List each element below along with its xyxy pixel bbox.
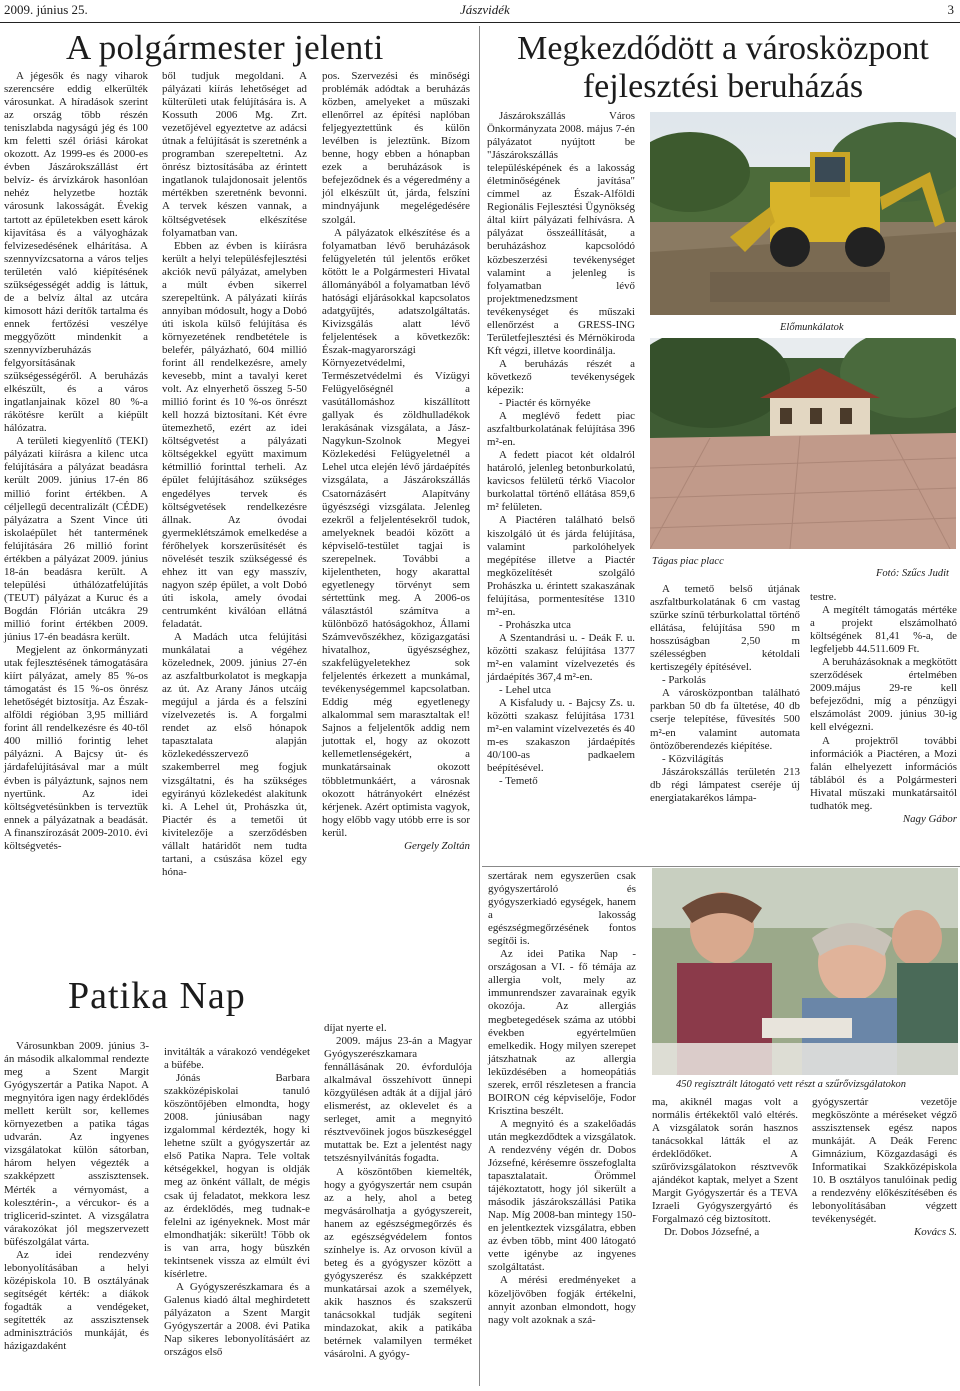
author-signature: Nagy Gábor: [902, 812, 957, 825]
paragraph: A projektről további információk a Piactéren, a Mozi falán elhelyezett információs táblából és a Polgármesteri Hivatal műszaki munkatársaitól tudhatók meg.: [810, 734, 957, 812]
page-header: [0, 0, 960, 23]
paragraph: A megnyitó és a szakelőadás után megkezdődtek a vizsgálatok. A rendezvény végén dr. Dobos Józsefné, kérésemre összefoglalta tapasztalatait. Örömmel tájékoztatott, hogy jól sikerült a második jászárokszállási Patika Nap. Míg 2008-ban mintegy 150-en jelentkeztek vizsgálatra, ebben az évben több, mint 400 látogató vette igénybe az ingyenes szolgáltatást.: [488, 1117, 636, 1274]
paragraph: invitálták a várakozó vendégeket a büfébe.: [164, 1046, 310, 1072]
page-number: 3: [947, 2, 954, 17]
mayor-column-3: [322, 70, 470, 853]
paragraph: A Madách utca felújítási munkálatai a végéhez közelednek, 2009. június 27-én az aszfaltburkolatot is megkapja az út. Az Arany János utcáig megújul a járda és a felszíni vízelvezetés is. A forgalmi rendet az első hónapok tapasztalata alapján közlekedésszervező szakemberrel meg fogjuk vizsgáltatni, és ha szükséges egyirányú közlekedést alakítunk ki. A Lehel út, Prohászka út, Piactér és a temetői út kivitelezője a szerződésben vállalt határidőt nem tudta tartani, a csúszása közel egy hóna-: [162, 631, 307, 878]
paragraph: A beruházás részét a következő tevékenységek képezik:: [487, 357, 635, 396]
newspaper-name: Jászvidék: [460, 2, 510, 17]
paragraph: Városunkban 2009. június 3-án második alkalommal rendezte meg a Szent Margit Gyógyszertár a Patika Napot. A megnyitóra igen nagy érdeklődés mellett került sor, kellemes környezetben a patika tágas udvarán. Az ingyenes vizsgálatokat külön sátorban, három helyen végezték a szakképzett asszisztensek. Mérték a vérnyomást, a kolesztérin-, a vércukor- és a triglicerid-szintet. A vizsgálatra várakozókat jól megszervezett büfészolgálat várta.: [4, 1040, 149, 1248]
list-item: - Piactér és környéke: [499, 397, 591, 410]
paragraph: gyógyszertár vezetője megköszönte a méréseket végző asszisztensek egész napos munkáját. A Deák Ferenc Gimnázium, Közgazdasági és Informatikai Szakközépiskola 10. B osztályos tanulóinak pedig a rendezvény előkészítésében és lebonyolításában végzett tevékenységét.: [812, 1096, 957, 1226]
list-item: - Közvilágítás: [662, 752, 724, 765]
pharmacy-column-1: [4, 1040, 149, 1353]
paragraph: ből tudjuk megoldani. A pályázati kiírás lehetőséget ad külterületi utak felújítására is. A Kossuth 2006 Mg. Zrt. vezetőjével egyeztetve az adácsi útnak a felújítását is szeretnénk a programban szerepeltetni. Az önrész biztosításába az érintett ingatlanok tulajdonosait jelentős mértékben szeretnénk bevonni. A tervek készen vannak, a költségvetések elkészítése folyamatban van.: [162, 70, 307, 239]
mayor-column-1: [4, 70, 148, 853]
paragraph: A jégesők és nagy viharok szerencsére eddig elkerülték városunkat. A híradások szerint az ország több részén teniszlabda nagyságú jég és 100 km feletti szél óriási károkat okozott. Az 1999-es és 2000-es évben Jászárokszállást ért belvíz- és árvízkárok hasonlóan nehéz helyzetbe hozták városunk lakosságát. Évekig tartott az épületekben esett károk kijavítása és a vályogházak felvizesedésének elhárítása. A szennyvízcsatorna a város teljes területén való kiépítésének szükségességét addig is láttuk, de a belvíz által az utcára kimosott házi derítők tartalma és ennek fertőzési veszélye meggyőzött mindenkit a szennyvízberuházás felgyorsításának szükségességéről. A beruházás elkészült, és a város ingatlanjainak közel 80 %-a rákötésre került a kiépült hálózatra.: [4, 70, 148, 435]
paragraph: A Gyógyszerészkamara és a Galenus kiadó által meghirdetett pályázaton a Szent Margit Gyógyszertár a 2008. évi Patika Nap sikeres lebonyolításáért az országos első: [164, 1280, 310, 1359]
photo-credit: Fotó: Szűcs Judit: [876, 568, 949, 579]
article-divider: [482, 866, 960, 867]
market-square-photo: [650, 338, 956, 549]
paragraph: A területi kiegyenlítő (TEKI) pályázati kiírásra a kilenc utca felújítására a pályázat beadásra került 2009. június 17-én 86 millió forint értékben. A céljellegű decentralizált (CÉDE) pályázatra a Szent Vince úti iskolaépület hét tantermének felújítására 26 millió forint értékben a pályázat 2009. június 18-án beadásra került. A települési úthálózatfelújítás (TEUT) pályázat a Kuruc és a Bogdán Flórián utcákra 29 millió forint értékben 2009. június 17-én beadásra került.: [4, 435, 148, 644]
paragraph: A Szentandrási u. - Deák F. u. közötti szakasz felújítása 1377 m²-en valamint vízelvezetés és járdaépítés 367,4 m²-en.: [487, 631, 635, 684]
paragraph: A fedett piacot két oldalról határoló, jelenleg betonburkolatú, kavicsos felületű térkő Viacolor burkolattal történő ellátása 859,6 m² felületen.: [487, 449, 635, 514]
paragraph: A megítélt támogatás mértéke a projekt elszámolható költségének 81,41 %-a, de legfeljebb 44.511.609 Ft.: [810, 604, 957, 656]
author-signature: Kovács S.: [914, 1226, 957, 1239]
photo-caption-pharmacy: 450 regisztrált látogató vett részt a szűrővizsgálatokon: [676, 1079, 907, 1090]
photo-caption-construction: Előmunkálatok: [780, 322, 844, 333]
downtown-column-1: [487, 110, 635, 788]
paragraph: Dr. Dobos Józsefné, a: [664, 1226, 760, 1239]
paragraph: Jászárokszállás területén 213 db régi lámpatest cseréje új energiatakarékos lámpa-: [650, 765, 800, 804]
downtown-column-3: [810, 591, 957, 826]
paragraph: A köszöntőben kiemelték, hogy a gyógyszertár nem csupán az a hely, ahol a beteg megvásárolhatja a gyógyszereit, hanem az egészségmegőrzés és az egészségvédelem fontos színhelye is. Az orvoson kívül a beteg és a gyógyszer között a gyógyszerész és szakképzett munkatársai azok a személyek, akik hasznos és szakszerű tanácsokkal tudják segíteni mindazokat, akik a patikába betérnek valamilyen terméket vásárolni. A gyógy-: [324, 1165, 472, 1361]
list-item: - Prohászka utca: [499, 618, 571, 631]
issue-date: 2009. június 25.: [4, 2, 88, 17]
paragraph: A mérési eredményeket a közeljövőben fogják értékelni, annyit azonban elmondott, hogy nagy volt azoknak a szá-: [488, 1274, 636, 1326]
paragraph: Jászárokszállás Város Önkormányzata 2008. május 7-én pályázatot nyújtott be "Jászárokszállás településképének és a lakosság életminőségének javítása" címmel az Észak-Alföldi Regionális Fejlesztési Ügynökség által kiírt pályázati felhívásra. A pályázat összeállítását, a beruházáshoz kapcsolódó közbeszerzési tevékenységet valamint a jelenleg is folyamatban lévő projektmenedzsment tevékenységet és műszaki ellenőrzést a GRESS-ING Területfejlesztési és Mérnökiroda Kft végzi, illetve koordinálja.: [487, 110, 635, 357]
pharmacy-column-5: [652, 1096, 798, 1240]
paragraph: testre.: [810, 591, 837, 603]
paragraph: ma, akiknél magas volt a normális értékektől való eltérés. A vizsgálatok során hasznos tanácsokkal látták el az érdeklődőket. A szűrővizsgálatokon résztvevők ajándékot kaptak, melyet a Szent Margit Gyógyszertár és a TEVA Izraeli Gyógyszergyártó és Forgalmazó cég biztosított.: [652, 1096, 798, 1226]
paragraph: Ebben az évben is kiírásra került a helyi településfejlesztési akciók nevű pályázat, amelyben a múlt évben sikerrel szerepeltünk. A pályázati kiírás annyiban módosult, hogy a Dobó úti iskola külső felújítása és környezetének rendbetétele is belefér, pályázható, 604 millió forint áll rendelkezésre, amely kevesebb, mint a tavalyi keret volt. Az elnyerhető összeg 5-50 millió forint és 10 %-os önrészt kell hozzá biztosítani. Két évre ütemezhető, ezért az idei költségvetést a pályázati költségekkel együtt maximum kétmillió forinttal terheli. Az épület felújításához szükséges engedélyes tervek és költségvetések rendelkezésre állnak. Az óvodai gyermeklétszámok emelkedése a férőhelyek korszerűsítését és növelését teszik szükségessé és ehhez itt van egy masszív, nagyon szép épület, a volt Dobó úti iskola, amely óvodai centrumként kiválóan ellátná feladatát.: [162, 239, 307, 630]
paragraph: pos. Szervezési és minőségi problémák adódtak a beruházás közben, amelyeket a műszaki ellenőrrel az építési naplóban feljegyeztettünk és külön levélben is jeleztünk. Bízom benne, hogy ebben a hónapban ezek a beruházások is befejeződnek és a végeredmény a jól elkészült út, járda, felszíni mindnyájunk megelégedésére szolgál.: [322, 70, 470, 226]
paragraph: A temető belső útjának aszfaltburkolatának 6 cm vastag szürke színű térburkolattal történő ellátása, felújítása 590 m hosszúságban 2,50 m szélességben kétoldali kertiszegély építésével.: [650, 583, 800, 674]
paragraph: - Parkolás: [662, 674, 706, 687]
paragraph: A meglévő fedett piac aszfaltburkolatának felújítása 396 m²-en.: [487, 410, 635, 449]
paragraph: díjat nyerte el.: [324, 1022, 387, 1034]
paragraph: 2009. május 23-án a Magyar Gyógyszerészkamara fennállásának 20. évfordulója alkalmával összehívott ünnepi közgyűlésen adták át a díjjal járó elismerést, az oklevelet és a serleget, amit a megnyitó résztvevőinek jogos büszkeséggel mutattak be. Ezt a jelentést nagy tetszésnyilvánítás fogadta.: [324, 1035, 472, 1165]
paragraph: Az idei Patika Nap - országosan a VI. - fő témája az allergia volt, mely az immunrendszer zavarainak egyik okozója. Az allergiás megbetegedések száma az utóbbi években egyértelműen emelkedik. Hogy milyen szerepet játszhatnak az allergia leküzdésében a homeopátiás szerek, erről részletesen a francia BOIRON cég képviselője, Fodor Krisztina beszélt.: [488, 948, 636, 1117]
article-title-pharmacy-day: Patika Nap: [68, 975, 246, 1017]
paragraph: A Piactéren található belső kiszolgáló út és járda felújítása, valamint parkolóhelyek megépítése illetve a Piactér megközelítését szolgáló Prohászka u. érintett szakaszának felújítása, pormentesítése 1310 m²-en.: [487, 514, 635, 618]
list-item: - Lehel utca: [499, 684, 552, 697]
pharmacy-column-3: [324, 1022, 472, 1361]
article-title-downtown: Megkezdődött a városközpont fejlesztési beruházás: [517, 30, 929, 105]
paragraph: Jónás Barbara szakközépiskolai tanuló köszöntőjében elmondta, hogy 2008. júniusában nagy izgalommal kérdezték, hogy ki lehetne szült a gyógyszertár az első Patika Napra. Tele voltak kétségekkel, hogyan is oldják meg az önként vállalt, de mégis csak új feladatot, mekkora lesz az érdeklődés, meg tudnak-e felelni az igényeknek. Most már elmondhatják: sikerült! Több ok is van arra, hogy büszkén tekintsenek vissza az elmúlt évi kísérletre.: [164, 1072, 310, 1280]
paragraph: A városközpontban található parkban 50 db fa ültetése, 40 db cserje telepítése, fűvesítés 500 m²-en valamint automata öntözőberendezés kiépítése.: [650, 687, 800, 752]
construction-photo: [650, 112, 956, 315]
list-item: - Temető: [499, 775, 538, 788]
pharmacy-column-2: [164, 1046, 310, 1359]
paragraph: A pályázatok elkészítése és a folyamatban lévő beruházások felügyeletén túl jelentős erőket kötött le a Polgármesteri Hivatal állományából a folyamatban lévő hatósági eljárásokkal kapcsolatos adatgyűjtés, adatszolgáltatás. Kivizsgálás alatt lévő feljelentések a következők: Észak-magyarországi Környezetvédelmi, Természetvédelmi és Vízügyi Felügyelőségnél a vasútállomáshoz kiszállított gallyak és zöldhulladékok lerakásának vizsgálata, a Jász-Nagykun-Szolnok Megyei Közlekedési Felügyeletnél a Lehel utca elején lévő járdaépítés vizsgálata, a Jászárokszállás Csatornázásért Alapítvány ügyészségi vizsgálata. Jelenleg ezekről a feljelentésekről tudok, amelyeknek beadói között a képviselő-testület tagjai is szerepelnek. További a kijelentheten, hogy akarattal egyetlenegy törvényt sem sértettünk meg. A 2006-os választástól számítva a különböző hatóságokhoz, Állami Számvevőszékhez, közigazgatási hivatalhoz, ügyészséghez, szakfelügyeletekhez sok feljelentés érkezett a munkámal, tevékenységemmel kapcsolatban. Eddig még egyetlenegy alkalommal sem marasztaltak el! Sajnos a feljelentők addig nem jutottak el, hogy az okozott kellemetlenségekért, a munkatársainak okozott többletmunkáért, a városnak okozott hátrányokért elnézést kérjenek. Azért optimista vagyok, hogy előbb vagy utóbb erre is sor kerül.: [322, 226, 470, 839]
paragraph: Az idei rendezvény lebonyolításában a helyi középiskola 10. B osztályának segítségét kérték: a diákok fogadták a vendégeket, segítették az asszisztensek adminisztrációs munkáját, és házigazdaként: [4, 1248, 149, 1353]
article-title-mayor: A polgármester jelenti: [66, 28, 384, 67]
pharmacy-column-6: [812, 1096, 957, 1240]
pharmacy-column-4: [488, 870, 636, 1327]
paragraph: A beruházásoknak a megkötött szerződések értelmében 2009.május 29-re kell befejeződni, míg a pénzügyi elszámolást 2009. június 30-ig kell elvégezni.: [810, 656, 957, 734]
author-signature: Gergely Zoltán: [404, 839, 470, 852]
paragraph: A Kisfaludy u. - Bajcsy Zs. u. közötti szakasz felújítása 1731 m²-en valamint vízelvezetés és 40 m-es szakaszon járdaépítés 40/100-as padkaelem beépítésével.: [487, 697, 635, 775]
photo-caption-market: Tágas piac placc: [652, 556, 724, 567]
paragraph: Megjelent az önkormányzati utak fejlesztésének támogatására kiírt pályázat, amely 85 %-os támogatást és 15 %-os önrész lehetőségét biztosítja. Az Észak-alföldi régióban 3,95 milliárd forint áll rendelkezésre és 40-től 400 millió forintig lehet pályázni. A Bajcsy út- és járdafelújításával mar a múlt évben is pályáztunk, sajnos nem nyertünk. Az idei költségvetésünkben is terveztük ennek a pályázatnak a beadását. A finanszírozását 2009-2010. évi költségvetés-: [4, 644, 148, 852]
downtown-column-2: [650, 583, 800, 805]
column-divider: [479, 26, 480, 1386]
paragraph: szertárak nem egyszerűen csak gyógyszertároló és gyógyszerkiadó egységek, hanem a lakosság egészségmegőrzésének fontos segítői is.: [488, 870, 636, 948]
pharmacy-day-photo: [652, 868, 958, 1075]
mayor-column-2: [162, 70, 307, 879]
